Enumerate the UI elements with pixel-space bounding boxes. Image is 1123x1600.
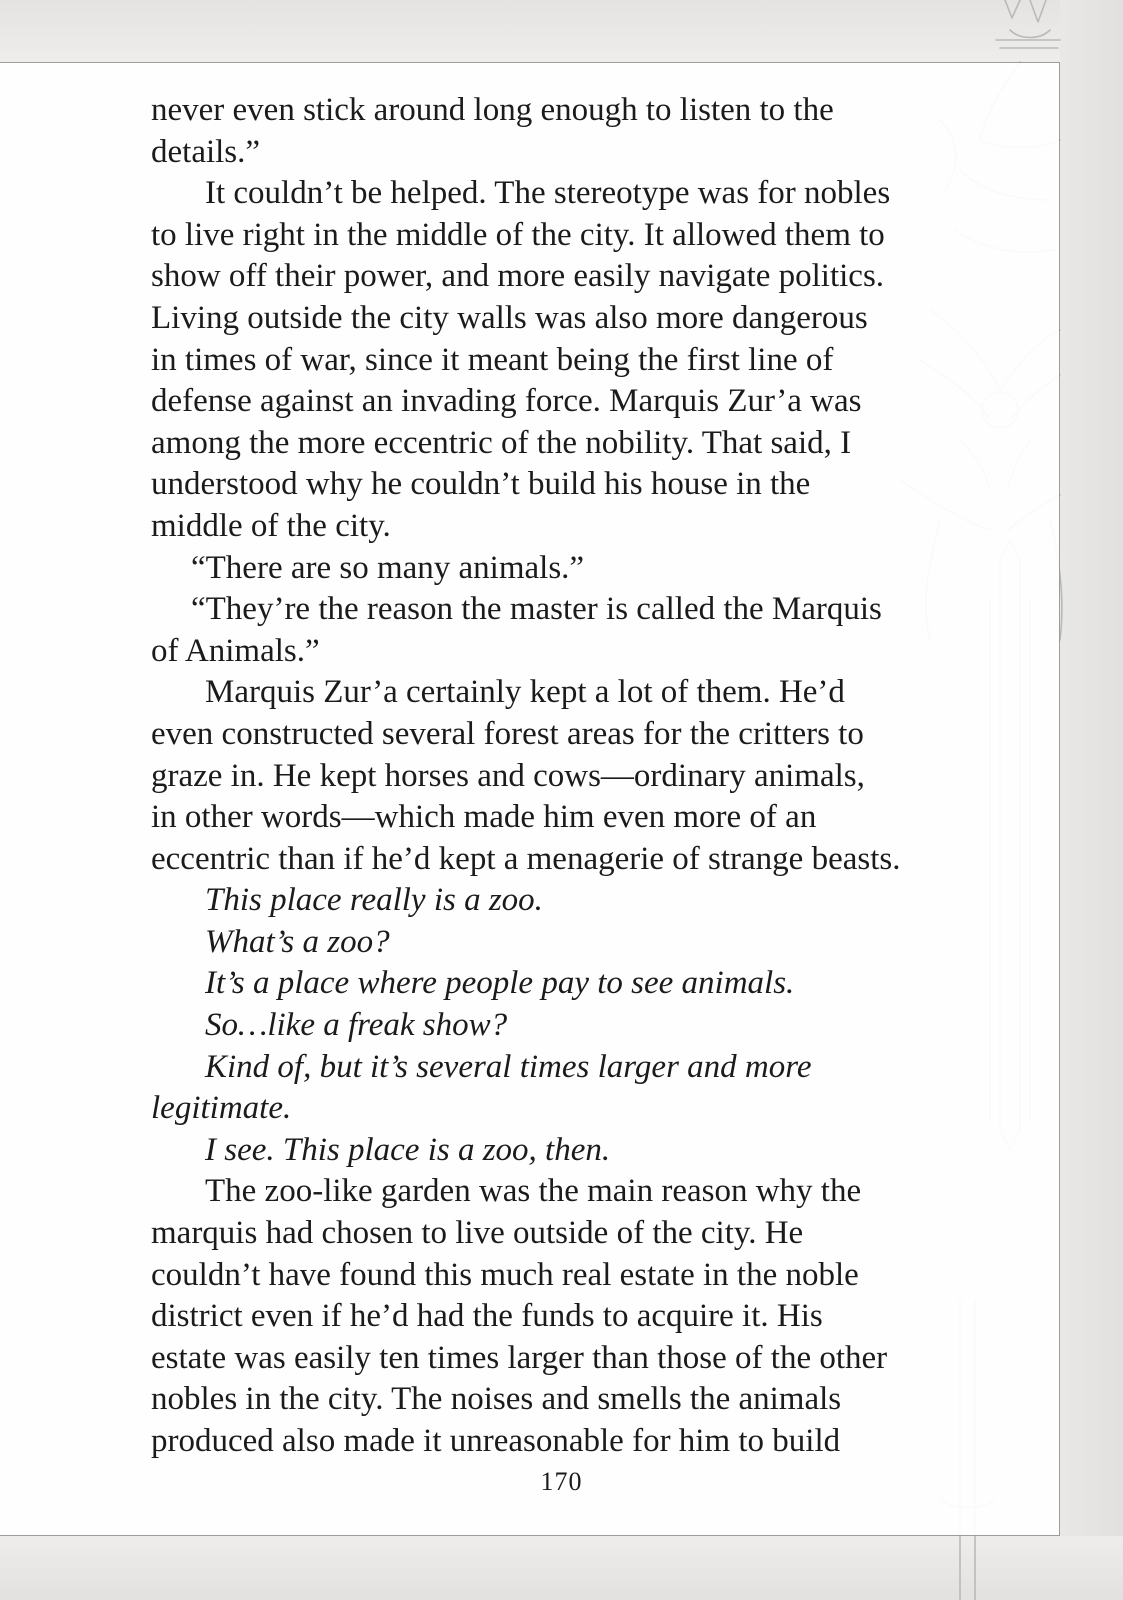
paragraph: “They’re the reason the master is called the Marquis of Animals.”: [151, 591, 882, 669]
paragraph: The zoo-like garden was the main reason why the marquis had chosen to live outside of the city. He couldn’t have found this much real estate in the noble district even if he’d had the funds to acquire it. His estate was easily ten times larger than those of the other nobles in the city. The noises and smells the animals produced also made it unreasonable for him to build: [151, 1173, 888, 1459]
paragraph: I see. This place is a zoo, then.: [205, 1131, 611, 1168]
paragraph: This place really is a zoo.: [205, 882, 543, 919]
paragraph: never even stick around long enough to listen to the details.”: [151, 92, 834, 170]
paragraph: “There are so many animals.”: [191, 549, 585, 586]
paragraph: So…like a freak show?: [205, 1007, 508, 1044]
page-number: 170: [540, 1467, 583, 1496]
body-text: [151, 90, 1011, 1463]
paragraph: Kind of, but it’s several times larger and more legitimate.: [151, 1048, 812, 1127]
paragraph: What’s a zoo?: [205, 923, 390, 960]
paragraph: Marquis Zur’a certainly kept a lot of them. He’d even constructed several forest areas for the critters to graze in. He kept horses and cows—ordinary animals, in other words—which made him even more of an eccentric than if he’d kept a menagerie of strange beasts.: [151, 674, 901, 877]
paragraph: It couldn’t be helped. The stereotype was for nobles to live right in the middle of the city. It allowed them to show off their power, and more easily navigate politics. Living outside the city walls was also more dangerous in times of war, since it meant being the first line of defense against an invading force. Marquis Zur’a was among the more eccentric of the nobility. That said, I understood why he couldn’t build his house in the middle of the city.: [151, 175, 891, 544]
paragraph: It’s a place where people pay to see animals.: [205, 965, 795, 1002]
